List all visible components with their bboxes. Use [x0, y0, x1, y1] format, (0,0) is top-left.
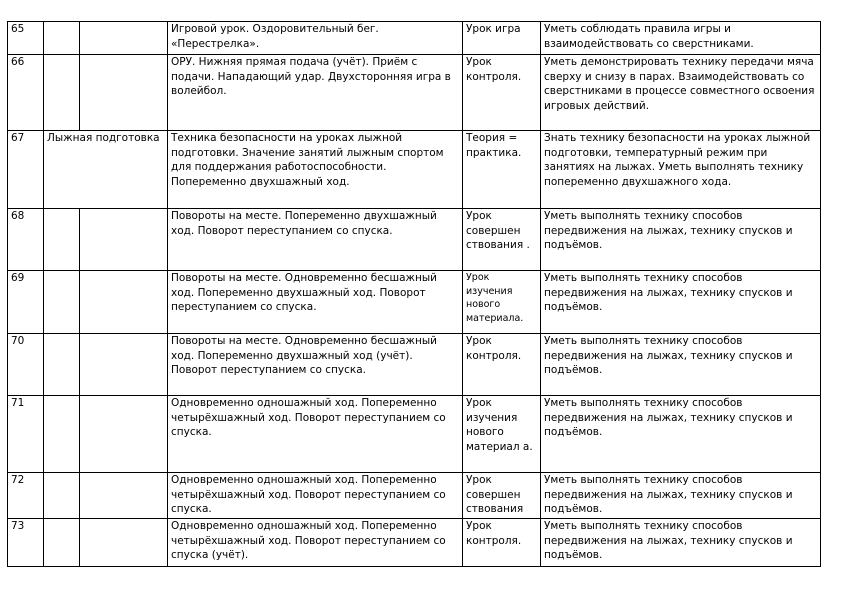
table-row	[8, 22, 821, 55]
section-cell	[80, 334, 168, 396]
lesson-date-cell	[44, 519, 80, 567]
lesson-number: 65	[8, 22, 44, 55]
lesson-topic: Игровой урок. Оздоровительный бег. «Перестрелка».	[168, 22, 463, 55]
section-cell	[80, 396, 168, 473]
section-cell	[80, 22, 168, 55]
lesson-date-cell	[44, 334, 80, 396]
table-row	[8, 334, 821, 396]
lesson-type: Урок игра	[463, 22, 541, 55]
lesson-topic: Одновременно одношажный ход. Попеременно четырёхшажный ход. Поворот переступанием со спуска (учёт).	[168, 519, 463, 567]
lesson-number: 69	[8, 271, 44, 334]
lesson-date-cell	[44, 271, 80, 334]
lesson-requirements: Уметь выполнять технику способов передвижения на лыжах, технику спусков и подъёмов.	[541, 473, 821, 519]
lesson-topic: Повороты на месте. Одновременно бесшажный ход. Попеременно двухшажный ход. Поворот переступанием со спуска.	[168, 271, 463, 334]
lesson-date-cell	[44, 396, 80, 473]
table-row	[8, 55, 821, 131]
lesson-number: 70	[8, 334, 44, 396]
lesson-type: Урок изучения нового материал а.	[463, 396, 541, 473]
lesson-requirements: Уметь выполнять технику способов передвижения на лыжах, технику спусков и подъёмов.	[541, 396, 821, 473]
section-cell	[80, 271, 168, 334]
lesson-type: Урок контроля.	[463, 519, 541, 567]
lesson-number: 67	[8, 131, 44, 209]
lesson-topic: Одновременно одношажный ход. Попеременно четырёхшажный ход. Поворот переступанием со спуска.	[168, 473, 463, 519]
lesson-type: Урок контроля.	[463, 55, 541, 131]
lesson-number: 71	[8, 396, 44, 473]
lesson-requirements: Уметь выполнять технику способов передвижения на лыжах, технику спусков и подъёмов.	[541, 271, 821, 334]
lesson-requirements: Знать технику безопасности на уроках лыжной подготовки, температурный режим при занятиях на лыжах. Уметь выполнять технику попеременно двухшажного хода.	[541, 131, 821, 209]
lesson-requirements: Уметь выполнять технику способов передвижения на лыжах, технику спусков и подъёмов.	[541, 209, 821, 271]
table-row	[8, 131, 821, 209]
lesson-requirements: Уметь соблюдать правила игры и взаимодействовать со сверстниками.	[541, 22, 821, 55]
lesson-topic: Повороты на месте. Попеременно двухшажный ход. Поворот переступанием со спуска.	[168, 209, 463, 271]
lesson-type: Урок совершен ствования .	[463, 209, 541, 271]
lesson-type: Урок совершен ствования	[463, 473, 541, 519]
section-cell	[80, 519, 168, 567]
lesson-number: 73	[8, 519, 44, 567]
lesson-date-cell	[44, 55, 80, 131]
lesson-topic: Техника безопасности на уроках лыжной подготовки. Значение занятий лыжным спортом для поддержания работоспособности. Попеременно двухшажный ход.	[168, 131, 463, 209]
lesson-requirements: Уметь выполнять технику способов передвижения на лыжах, технику спусков и подъёмов.	[541, 334, 821, 396]
lesson-plan-table	[7, 21, 821, 567]
lesson-type: Теория = практика.	[463, 131, 541, 209]
lesson-topic: Повороты на месте. Одновременно бесшажный ход. Попеременно двухшажный ход (учёт). Поворот переступанием со спуска.	[168, 334, 463, 396]
section-cell	[80, 55, 168, 131]
section-cell	[80, 473, 168, 519]
lesson-type: Урок изучения нового материала.	[463, 271, 541, 334]
lesson-requirements: Уметь демонстрировать технику передачи мяча сверху и снизу в парах. Взаимодействовать со сверстниками в процессе совместного освоения игровых действий.	[541, 55, 821, 131]
table-row	[8, 519, 821, 567]
lesson-topic: ОРУ. Нижняя прямая подача (учёт). Приём с подачи. Нападающий удар. Двухсторонняя игра в волейбол.	[168, 55, 463, 131]
table-row	[8, 473, 821, 519]
table-row	[8, 396, 821, 473]
table-row	[8, 209, 821, 271]
lesson-topic: Одновременно одношажный ход. Попеременно четырёхшажный ход. Поворот переступанием со спуска.	[168, 396, 463, 473]
lesson-number: 72	[8, 473, 44, 519]
lesson-date-cell	[44, 209, 80, 271]
lesson-number: 68	[8, 209, 44, 271]
lesson-date-cell	[44, 473, 80, 519]
section-cell	[80, 209, 168, 271]
table-row	[8, 271, 821, 334]
lesson-requirements: Уметь выполнять технику способов передвижения на лыжах, технику спусков и подъёмов.	[541, 519, 821, 567]
lesson-date-cell	[44, 22, 80, 55]
lesson-type: Урок контроля.	[463, 334, 541, 396]
lesson-number: 66	[8, 55, 44, 131]
section-cell: Лыжная подготовка	[44, 131, 168, 209]
